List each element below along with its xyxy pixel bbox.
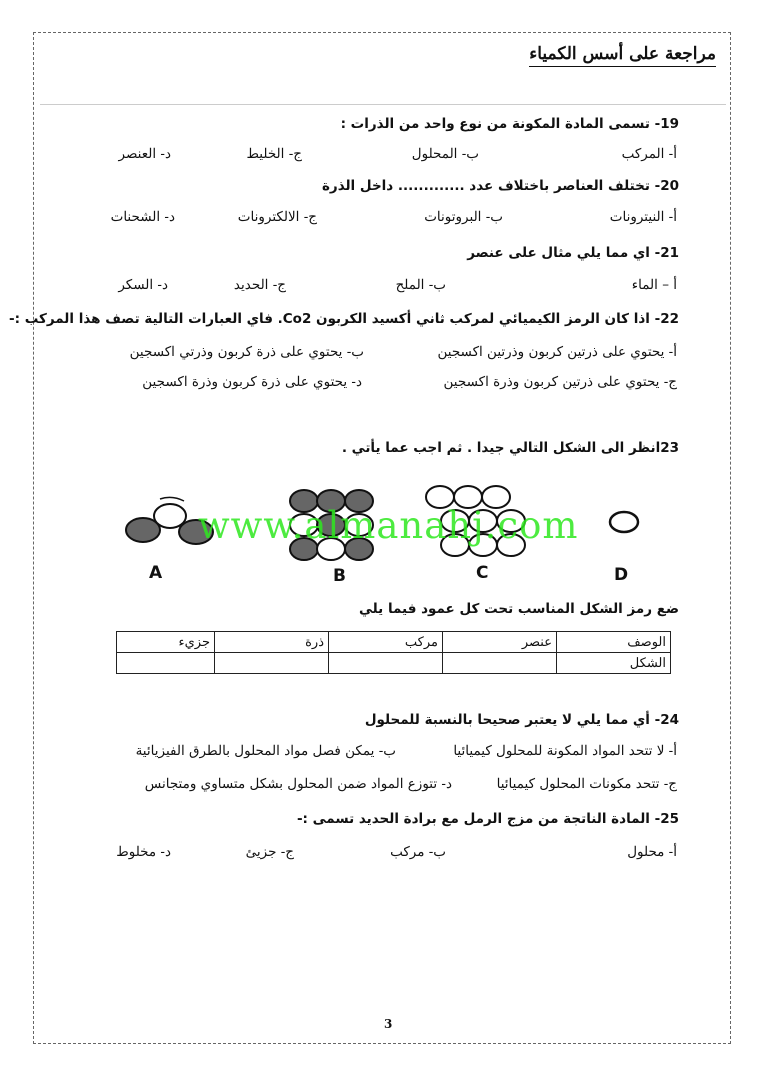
- page-number: 3: [384, 1017, 393, 1031]
- shape-label-b: B: [333, 566, 346, 586]
- q22-option-b: ب- يحتوي على ذرة كربون وذرتي اكسجين: [129, 344, 364, 360]
- table-header-compound: مركب: [329, 632, 443, 653]
- answer-cell-element[interactable]: [443, 653, 557, 674]
- q25-option-a: أ- محلول: [627, 844, 677, 860]
- table-header-molecule: جزيء: [117, 632, 215, 653]
- shape-label-c: C: [476, 563, 489, 583]
- table-row: [117, 632, 671, 653]
- q22-option-a: أ- يحتوي على ذرتين كربون وذرتين اكسجين: [437, 344, 677, 360]
- question-22: 22- اذا كان الرمز الكيميائي لمركب ثاني أكسيد الكربون Co2. فاي العبارات التالية تصف هذا المركب :-: [9, 311, 679, 327]
- page-title: مراجعة على أسس الكمياء: [529, 44, 716, 67]
- q22-option-d: د- يحتوي على ذرة كربون وذرة اكسجين: [142, 374, 362, 390]
- q21-option-b: ب- الملح: [395, 277, 446, 293]
- question-25: 25- المادة الناتجة من مزج الرمل مع برادة الحديد تسمى :-: [296, 811, 679, 827]
- watermark: www.almanahj.com: [198, 504, 579, 547]
- q24-option-a: أ- لا تتحد المواد المكونة للمحلول كيميائيا: [453, 743, 677, 759]
- q19-option-d: د- العنصر: [118, 146, 171, 162]
- question-19: 19- تسمى المادة المكونة من نوع واحد من الذرات :: [340, 116, 679, 132]
- table-row-header-shape: الشكل: [557, 653, 671, 674]
- answer-cell-compound[interactable]: [329, 653, 443, 674]
- q21-option-d: د- السكر: [118, 277, 168, 293]
- q24-option-b: ب- يمكن فصل مواد المحلول بالطرق الفيزيائية: [135, 743, 396, 759]
- q20-option-d: د- الشحنات: [110, 209, 175, 225]
- answer-cell-molecule[interactable]: [117, 653, 215, 674]
- table-header-element: عنصر: [443, 632, 557, 653]
- q21-option-a: أ – الماء: [631, 277, 677, 293]
- q24-option-c: ج- تتحد مكونات المحلول كيميائيا: [496, 776, 677, 792]
- shape-label-d: D: [614, 565, 629, 585]
- q25-option-b: ب- مركب: [390, 844, 446, 860]
- question-20: 20- تختلف العناصر باختلاف عدد ............. داخل الذرة: [321, 178, 679, 194]
- question-21: 21- اي مما يلي مثال على عنصر: [467, 245, 679, 261]
- q24-option-d: د- تتوزع المواد ضمن المحلول بشكل متساوي ومتجانس: [144, 776, 452, 792]
- shape-label-a: A: [149, 563, 163, 583]
- q20-option-c: ج- الالكترونات: [237, 209, 317, 225]
- q19-option-a: أ- المركب: [621, 146, 677, 162]
- answer-cell-atom[interactable]: [215, 653, 329, 674]
- q25-option-c: ج- جزيئ: [245, 844, 294, 860]
- q20-option-b: ب- البروتونات: [424, 209, 503, 225]
- question-23: 23انظر الى الشكل التالي جيدا . ثم اجب عما يأتي .: [341, 440, 679, 456]
- question-23-instruction: ضع رمز الشكل المناسب تحت كل عمود فيما يلي: [359, 601, 679, 617]
- q19-option-c: ج- الخليط: [246, 146, 302, 162]
- q20-option-a: أ- النيترونات: [609, 209, 677, 225]
- q22-option-c: ج- يحتوي على ذرتين كربون وذرة اكسجين: [443, 374, 677, 390]
- q19-option-b: ب- المحلول: [411, 146, 479, 162]
- q25-option-d: د- مخلوط: [116, 844, 171, 860]
- question-24: 24- أي مما يلي لا يعتبر صحيحا بالنسبة للمحلول: [364, 712, 679, 728]
- table-header-atom: ذرة: [215, 632, 329, 653]
- table-row-header-description: الوصف: [557, 632, 671, 653]
- q21-option-c: ج- الحديد: [233, 277, 286, 293]
- answer-table: [116, 631, 671, 674]
- shape-d: [610, 512, 638, 532]
- table-row: [117, 653, 671, 674]
